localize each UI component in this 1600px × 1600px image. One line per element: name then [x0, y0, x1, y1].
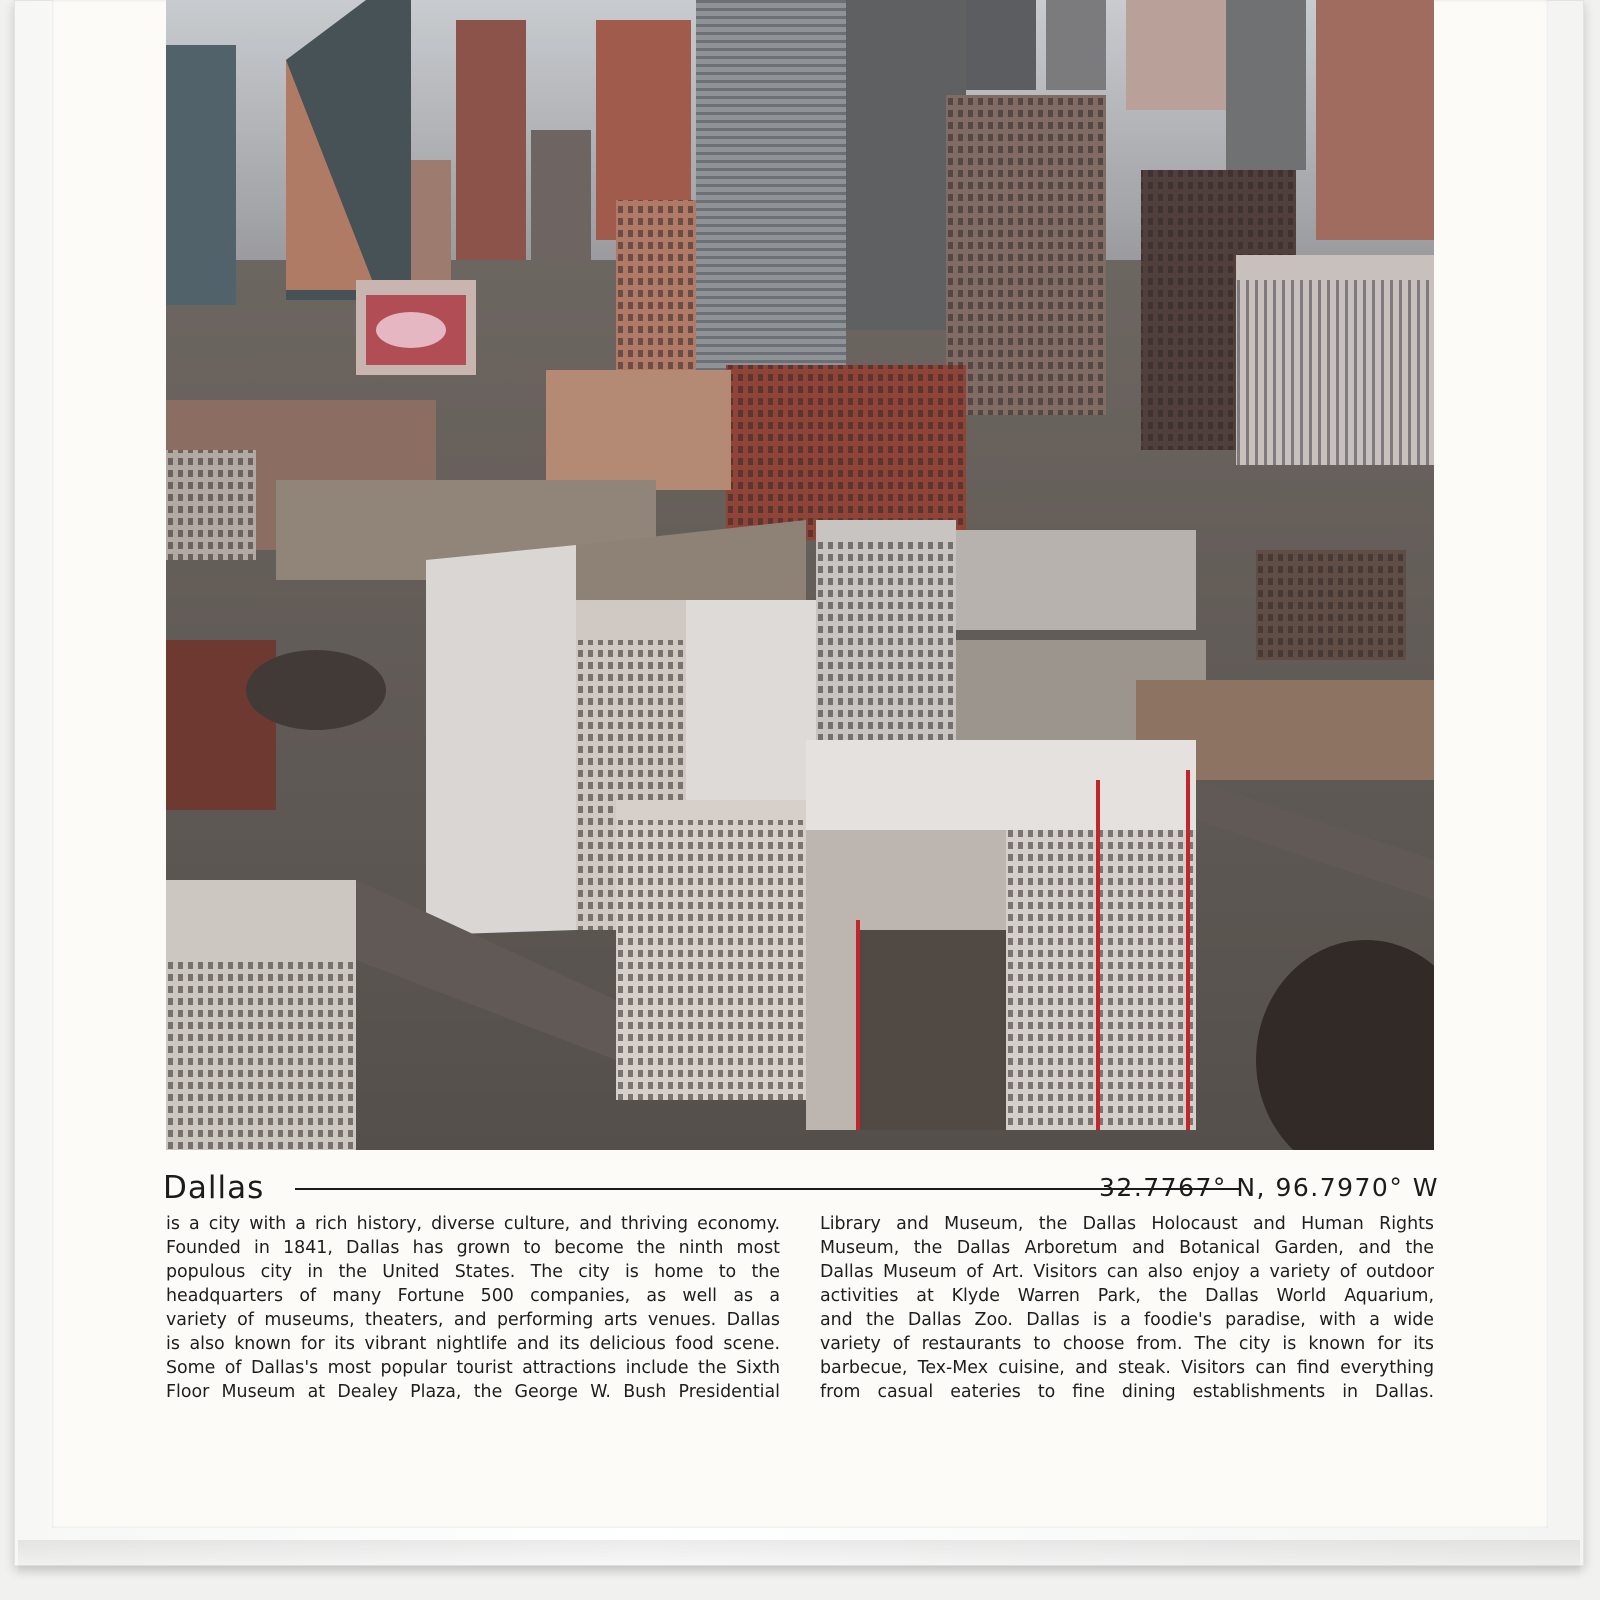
- description-line: variety of museums, theaters, and performing arts venues. Dallas: [166, 1310, 780, 1330]
- city-title: Dallas: [163, 1170, 265, 1206]
- description-line: populous city in the United States. The city is home to the: [166, 1262, 780, 1282]
- description-line: headquarters of many Fortune 500 companies, as well as a: [166, 1286, 780, 1306]
- coordinates: 32.7767° N, 96.7970° W: [1099, 1173, 1439, 1202]
- description-line: variety of restaurants to choose from. The city is known for its: [820, 1334, 1434, 1354]
- description-left-column: [166, 1212, 780, 1404]
- description-line: Library and Museum, the Dallas Holocaust and Human Rights: [820, 1214, 1434, 1234]
- description-line: barbecue, Tex-Mex cuisine, and steak. Visitors can find everything: [820, 1358, 1434, 1378]
- description-line: from casual eateries to fine dining establishments in Dallas.: [820, 1382, 1434, 1402]
- city-skyline-photo: [166, 0, 1434, 1150]
- description-line: is a city with a rich history, diverse culture, and thriving economy.: [166, 1214, 780, 1234]
- description-line: is also known for its vibrant nightlife and its delicious food scene.: [166, 1334, 780, 1354]
- description-line: Museum, the Dallas Arboretum and Botanical Garden, and the: [820, 1238, 1434, 1258]
- caption-row: [163, 1168, 1439, 1208]
- description-line: Founded in 1841, Dallas has grown to become the ninth most: [166, 1238, 780, 1258]
- description-line: Floor Museum at Dealey Plaza, the George W. Bush Presidential: [166, 1382, 780, 1402]
- frame-shadow: [18, 1540, 1580, 1580]
- description-line: and the Dallas Zoo. Dallas is a foodie's paradise, with a wide: [820, 1310, 1434, 1330]
- description-line: Dallas Museum of Art. Visitors can also enjoy a variety of outdoor: [820, 1262, 1434, 1282]
- description-right-column: [820, 1212, 1434, 1404]
- description-line: activities at Klyde Warren Park, the Dallas World Aquarium,: [820, 1286, 1434, 1306]
- description-line: Some of Dallas's most popular tourist attractions include the Sixth: [166, 1358, 780, 1378]
